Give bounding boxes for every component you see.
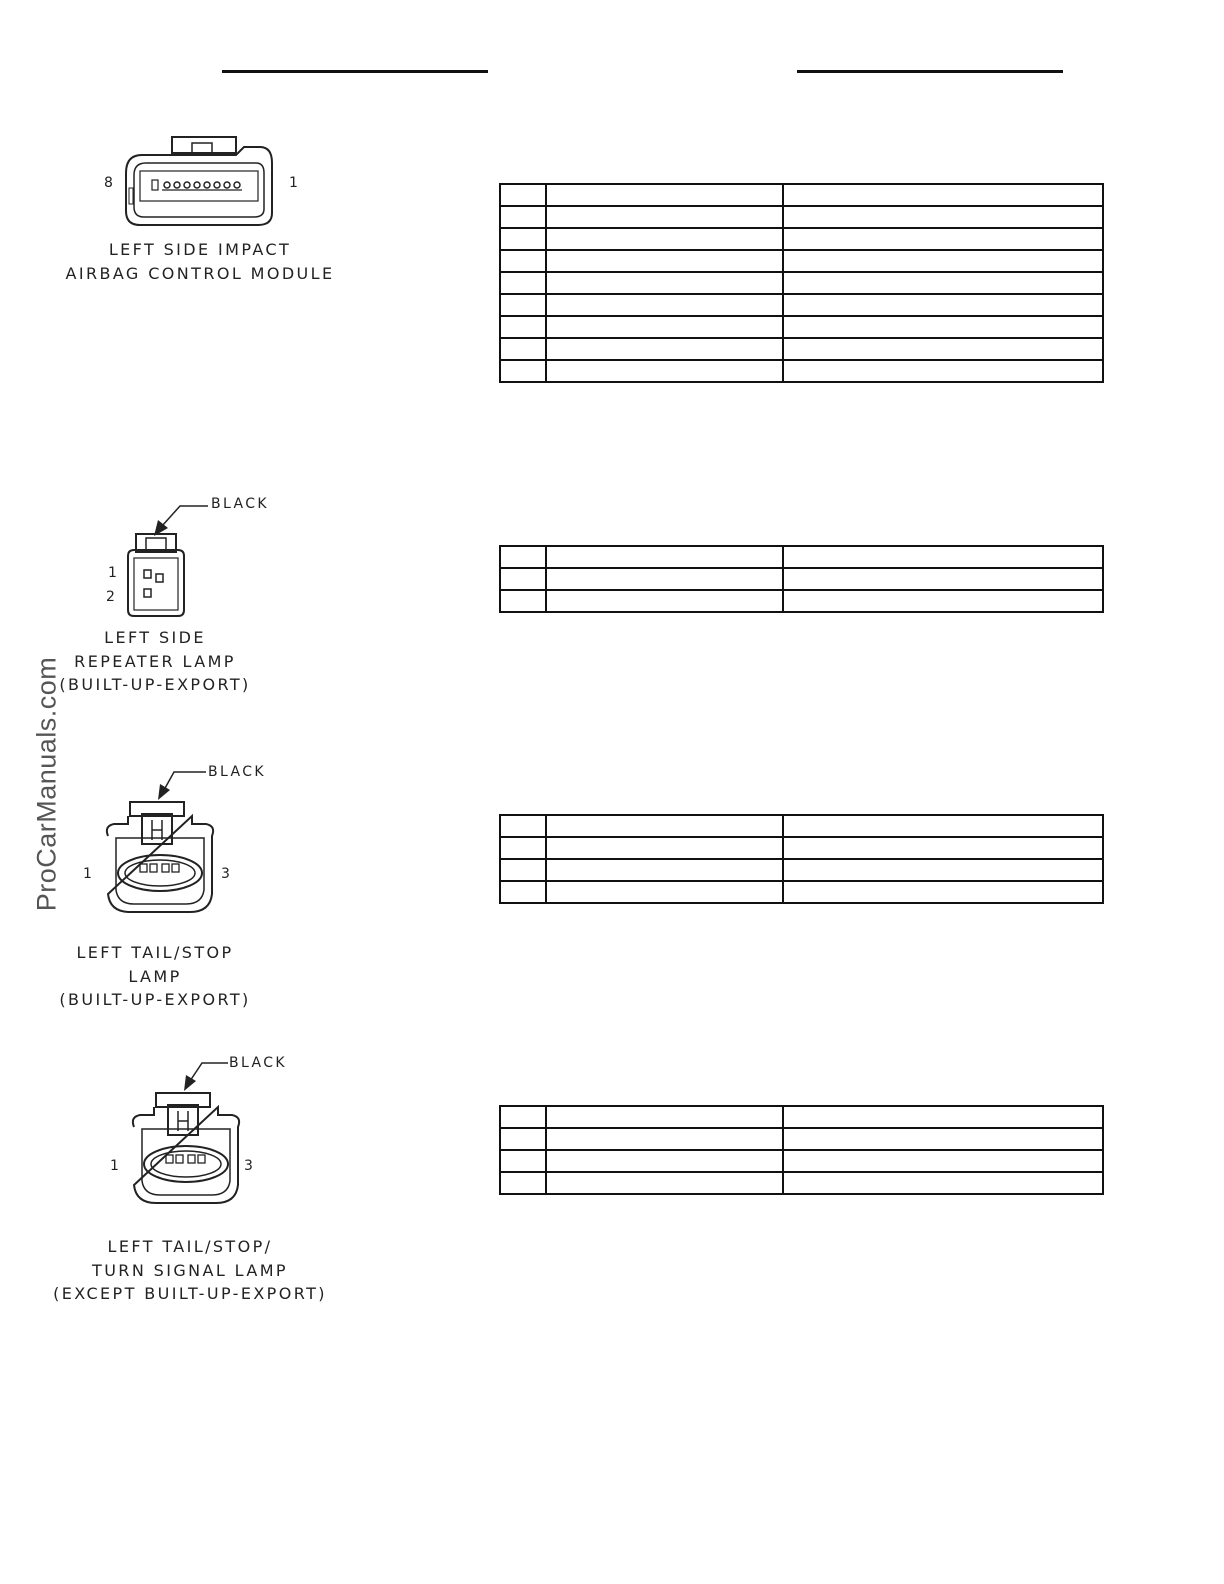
watermark: ProCarManuals.com <box>31 656 62 912</box>
function-cell <box>783 338 1103 360</box>
cavity-cell <box>500 837 546 859</box>
circuit-cell <box>546 228 783 250</box>
function-cell <box>783 1128 1103 1150</box>
cavity-cell <box>500 228 546 250</box>
cavity-cell <box>500 568 546 590</box>
pin-label-1: 1 <box>110 1158 119 1174</box>
caption-line: (BUILT-UP-EXPORT) <box>59 990 251 1009</box>
cavity-cell <box>500 1150 546 1172</box>
circuit-cell <box>546 338 783 360</box>
table-row <box>500 338 1103 360</box>
table-row <box>500 294 1103 316</box>
circuit-cell <box>546 859 783 881</box>
pin-label-1: 1 <box>289 175 298 191</box>
function-cell <box>783 272 1103 294</box>
circuit-cell <box>546 568 783 590</box>
caption-line: LAMP <box>128 966 182 986</box>
circuit-cell <box>546 360 783 382</box>
caption-line: (BUILT-UP-EXPORT) <box>59 675 251 694</box>
cavity-cell <box>500 546 546 568</box>
table-row <box>500 360 1103 382</box>
header-rule-left <box>222 70 488 73</box>
pin-label-1: 1 <box>83 866 92 882</box>
cavity-cell <box>500 590 546 612</box>
cavity-cell <box>500 881 546 903</box>
cavity-cell <box>500 1172 546 1194</box>
table-row <box>500 837 1103 859</box>
repeater-lamp-pin-table <box>499 545 1104 613</box>
caption-line: TURN SIGNAL LAMP <box>92 1260 288 1280</box>
cavity-cell <box>500 859 546 881</box>
pin-label-3: 3 <box>244 1158 253 1174</box>
pin-label-8: 8 <box>104 175 113 191</box>
circuit-cell <box>546 546 783 568</box>
circuit-cell <box>546 316 783 338</box>
cavity-cell <box>500 184 546 206</box>
cavity-cell <box>500 294 546 316</box>
circuit-cell <box>546 590 783 612</box>
function-cell <box>783 184 1103 206</box>
circuit-cell <box>546 1150 783 1172</box>
caption-line: (EXCEPT BUILT-UP-EXPORT) <box>53 1284 327 1303</box>
circuit-cell <box>546 1172 783 1194</box>
circuit-cell <box>546 294 783 316</box>
tail-stop-lamp-connector-diagram <box>98 766 223 916</box>
function-cell <box>783 1106 1103 1128</box>
table-row <box>500 206 1103 228</box>
circuit-cell <box>546 815 783 837</box>
airbag-module-caption <box>66 238 335 285</box>
caption-line: LEFT SIDE <box>104 628 206 647</box>
pin-label-2: 2 <box>106 589 115 605</box>
tail-stop-turn-lamp-connector-diagram <box>122 1057 247 1207</box>
circuit-cell <box>546 1128 783 1150</box>
table-row <box>500 1150 1103 1172</box>
function-cell <box>783 316 1103 338</box>
function-cell <box>783 568 1103 590</box>
caption-line: LEFT TAIL/STOP <box>76 943 234 962</box>
table-row <box>500 1128 1103 1150</box>
header-rule-right <box>797 70 1063 73</box>
table-row <box>500 859 1103 881</box>
table-row <box>500 1106 1103 1128</box>
table-row <box>500 568 1103 590</box>
circuit-cell <box>546 1106 783 1128</box>
circuit-cell <box>546 272 783 294</box>
table-row <box>500 546 1103 568</box>
caption-line: LEFT TAIL/STOP/ <box>107 1237 273 1256</box>
pin-label-3: 3 <box>221 866 230 882</box>
repeater-lamp-caption <box>59 626 250 697</box>
tail-stop-lamp-pin-table <box>499 814 1104 904</box>
table-row <box>500 590 1103 612</box>
table-row <box>500 316 1103 338</box>
caption-line: LEFT SIDE IMPACT <box>108 240 292 259</box>
table-row <box>500 184 1103 206</box>
cavity-cell <box>500 815 546 837</box>
circuit-cell <box>546 881 783 903</box>
cavity-cell <box>500 272 546 294</box>
circuit-cell <box>546 184 783 206</box>
table-row <box>500 881 1103 903</box>
connector-color-label: BLACK <box>229 1055 288 1071</box>
function-cell <box>783 815 1103 837</box>
circuit-cell <box>546 250 783 272</box>
airbag-module-pin-table <box>499 183 1104 383</box>
cavity-cell <box>500 360 546 382</box>
cavity-cell <box>500 1106 546 1128</box>
repeater-lamp-connector-diagram <box>120 498 220 623</box>
function-cell <box>783 1150 1103 1172</box>
function-cell <box>783 360 1103 382</box>
cavity-cell <box>500 316 546 338</box>
function-cell <box>783 228 1103 250</box>
connector-color-label: BLACK <box>211 496 270 512</box>
table-row <box>500 1172 1103 1194</box>
function-cell <box>783 546 1103 568</box>
function-cell <box>783 294 1103 316</box>
caption-line: AIRBAG CONTROL MODULE <box>65 263 335 283</box>
function-cell <box>783 1172 1103 1194</box>
connector-color-label: BLACK <box>208 764 267 780</box>
table-row <box>500 228 1103 250</box>
circuit-cell <box>546 837 783 859</box>
pin-label-1: 1 <box>108 565 117 581</box>
function-cell <box>783 881 1103 903</box>
airbag-module-connector-diagram <box>120 133 280 228</box>
tail-stop-turn-lamp-caption <box>53 1235 327 1306</box>
table-row <box>500 815 1103 837</box>
function-cell <box>783 206 1103 228</box>
cavity-cell <box>500 1128 546 1150</box>
cavity-cell <box>500 338 546 360</box>
cavity-cell <box>500 250 546 272</box>
tail-stop-lamp-caption <box>59 941 250 1012</box>
table-row <box>500 250 1103 272</box>
function-cell <box>783 837 1103 859</box>
function-cell <box>783 250 1103 272</box>
function-cell <box>783 859 1103 881</box>
function-cell <box>783 590 1103 612</box>
tail-stop-turn-lamp-pin-table <box>499 1105 1104 1195</box>
caption-line: REPEATER LAMP <box>74 651 236 671</box>
circuit-cell <box>546 206 783 228</box>
cavity-cell <box>500 206 546 228</box>
table-row <box>500 272 1103 294</box>
